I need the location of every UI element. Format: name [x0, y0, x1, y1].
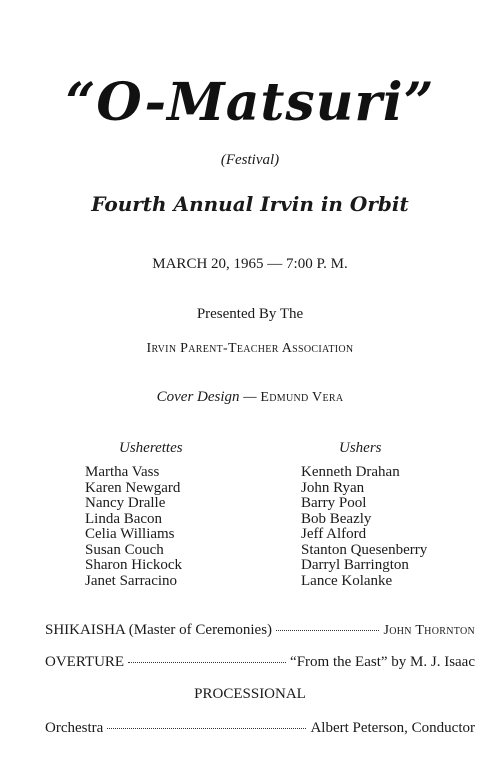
usher-name: Lance Kolanke	[301, 572, 393, 589]
presented-by: Presented By The	[196, 306, 304, 322]
usherettes-heading: Usherettes	[119, 440, 183, 456]
usherette-name: Martha Vass	[85, 464, 160, 480]
usherette-name: Janet Sarracino	[85, 572, 178, 589]
program-title: “O-Matsuri”	[65, 72, 435, 133]
usherette-name: Celia Williams	[85, 526, 175, 542]
dot-leader	[276, 630, 379, 631]
orchestra-conductor: Albert Peterson, Conductor	[310, 720, 475, 736]
mc-name: John Thornton	[383, 623, 475, 638]
cover-design-label: Cover Design —	[156, 389, 257, 405]
usher-name: Bob Beazly	[301, 510, 372, 527]
dot-leader	[128, 662, 286, 663]
processional-heading: PROCESSIONAL	[194, 686, 306, 702]
usherette-name: Sharon Hickock	[85, 557, 183, 573]
usher-name: Stanton Quesenberry	[301, 541, 428, 558]
overture-label: OVERTURE	[45, 654, 125, 670]
usherette-name: Nancy Dralle	[85, 495, 166, 511]
mc-role: SHIKAISHA (Master of Ceremonies)	[45, 622, 273, 638]
cover-design-line	[0, 389, 500, 406]
date-line: MARCH 20, 1965 — 7:00 P. M.	[152, 256, 348, 272]
orchestra-label: Orchestra	[45, 720, 104, 736]
program-subtitle: (Festival)	[220, 152, 280, 168]
usher-name: Darryl Barrington	[301, 557, 409, 573]
usherette-name: Karen Newgard	[85, 479, 181, 496]
event-line: Fourth Annual Irvin in Orbit	[91, 192, 409, 216]
association-name: Irvin Parent-Teacher Association	[146, 341, 354, 356]
overture-row	[45, 654, 475, 671]
usher-name: Barry Pool	[301, 495, 367, 511]
overture-piece: “From the East” by M. J. Isaac	[290, 654, 475, 670]
cover-designer: Edmund Vera	[260, 390, 344, 405]
usher-name: Jeff Alford	[301, 526, 367, 542]
usherette-name: Susan Couch	[85, 541, 164, 558]
usherettes-list	[85, 465, 182, 589]
usher-name: John Ryan	[301, 479, 365, 496]
orchestra-row	[45, 720, 475, 737]
usher-name: Kenneth Drahan	[301, 464, 400, 480]
ushers-list	[301, 465, 427, 589]
dot-leader	[107, 728, 306, 729]
ushers-heading: Ushers	[339, 440, 382, 456]
usherette-name: Linda Bacon	[85, 510, 163, 527]
mc-row	[45, 622, 475, 639]
